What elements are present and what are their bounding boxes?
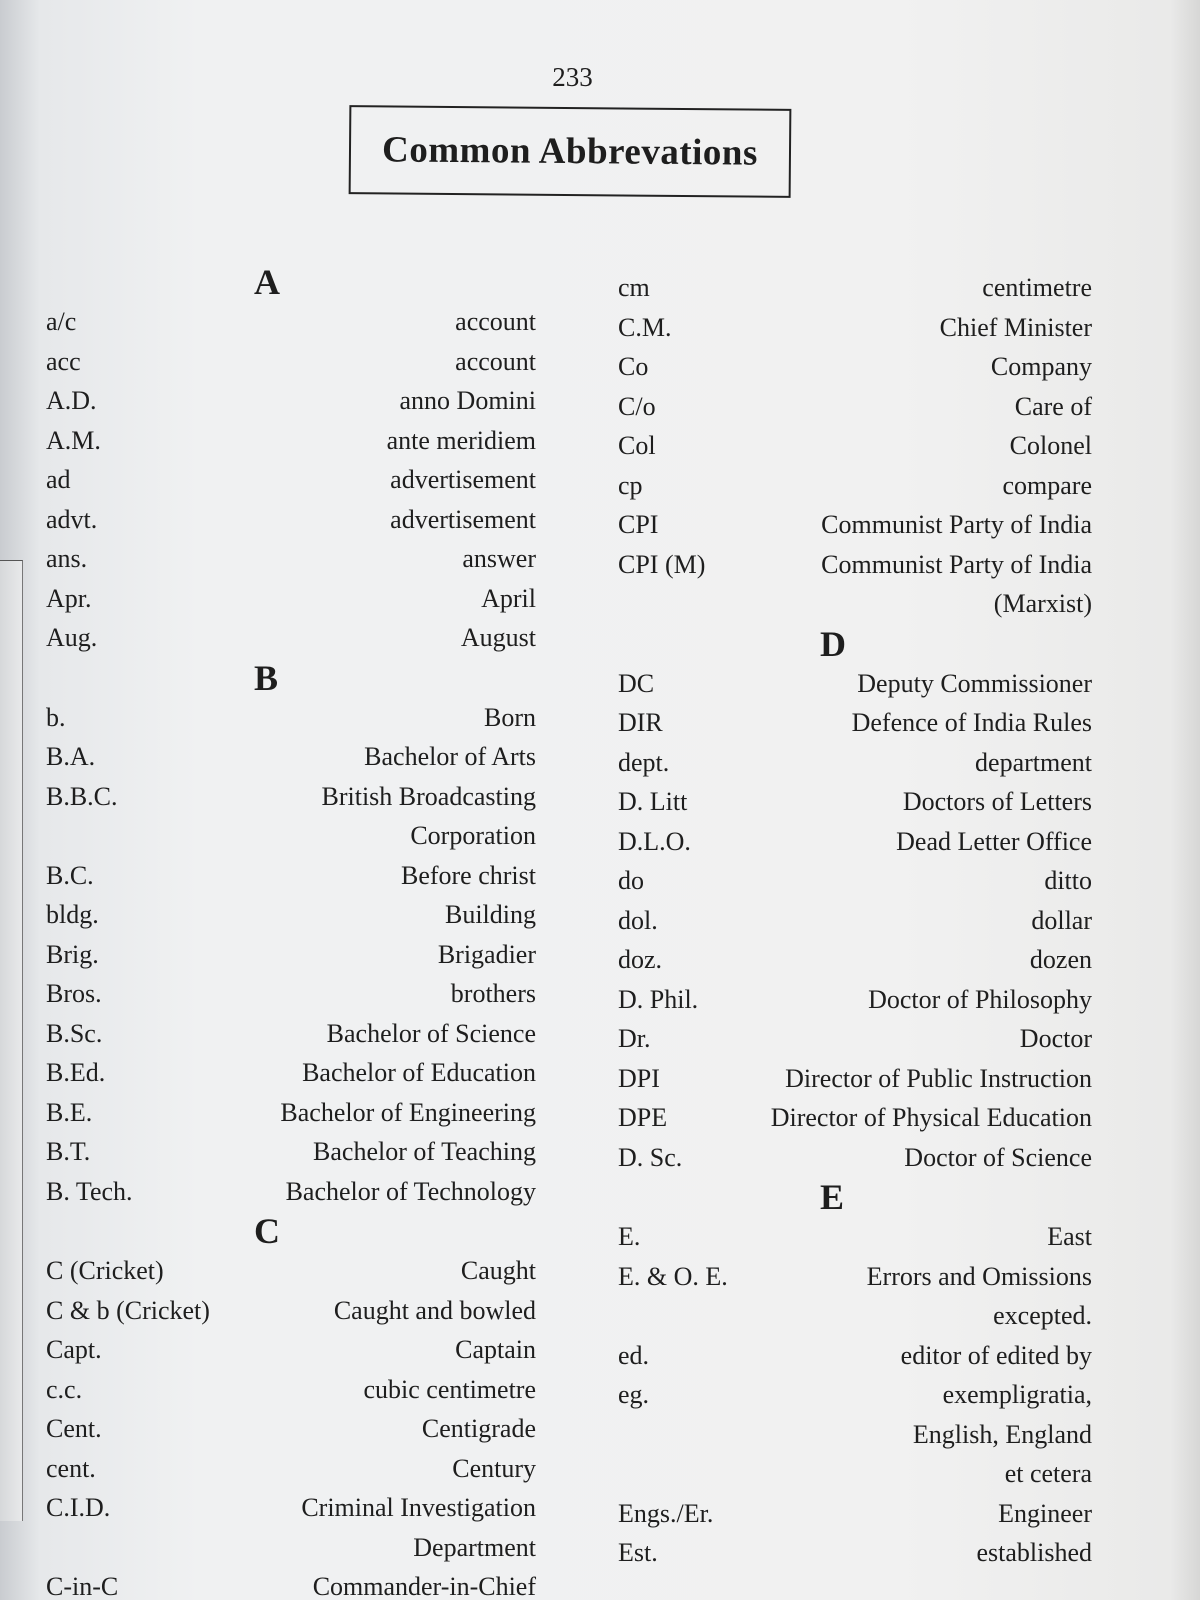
abbreviation-meaning: East (1047, 1222, 1092, 1251)
abbreviation-meaning: Captain (455, 1335, 536, 1364)
abbreviation-meaning: brothers (450, 979, 536, 1008)
abbreviation-entry (46, 856, 536, 896)
section-letter (46, 658, 536, 698)
abbreviation-meaning: Errors and Omissions (866, 1261, 1092, 1291)
abbreviation-entry (46, 1567, 536, 1600)
abbreviation: ed. (618, 1340, 650, 1370)
abbreviation-entry (618, 1059, 1092, 1099)
abbreviation: advt. (46, 504, 98, 534)
abbreviation-entry (618, 901, 1092, 941)
section-letter-label: A (254, 262, 280, 302)
abbreviation-meaning: exempligratia, (942, 1380, 1092, 1409)
abbreviation-entry (46, 1251, 536, 1291)
abbreviation: B. Tech. (46, 1176, 133, 1206)
previous-page-edge (0, 560, 23, 1521)
abbreviation-entry (618, 1138, 1092, 1178)
abbreviation-meaning: Criminal Investigation (301, 1493, 536, 1522)
abbreviation-meaning: dozen (1029, 945, 1092, 974)
abbreviation-meaning: Brigadier (437, 939, 536, 969)
abbreviation-entry (46, 618, 536, 658)
abbreviation: DPI (618, 1063, 660, 1093)
abbreviation: a/c (46, 307, 77, 336)
abbreviation-meaning: dollar (1031, 905, 1092, 935)
abbreviation-meaning: Doctor of Science (904, 1142, 1092, 1172)
abbreviation-meaning: Born (484, 702, 536, 732)
abbreviation-entry (618, 387, 1092, 427)
abbreviation-entry (46, 1528, 536, 1568)
abbreviation: D. Sc. (618, 1142, 683, 1172)
abbreviation-entry (618, 1019, 1092, 1059)
abbreviation-entry (46, 895, 536, 935)
abbreviation-meaning: Before christ (400, 860, 536, 890)
abbreviation: doz. (618, 945, 663, 974)
abbreviation-meaning: et cetera (1004, 1459, 1092, 1488)
abbreviation-meaning: Colonel (1009, 431, 1092, 460)
abbreviation-entry (46, 1093, 536, 1133)
abbreviation: E. (618, 1222, 641, 1251)
abbreviation-meaning: Company (990, 352, 1092, 381)
abbreviation-entry (618, 505, 1092, 545)
abbreviation-entry (618, 1375, 1092, 1415)
abbreviation-meaning: excepted. (993, 1301, 1092, 1330)
abbreviation-entry (46, 302, 536, 342)
abbreviation-meaning: Engineer (998, 1498, 1092, 1528)
abbreviation-entry (46, 816, 536, 856)
abbreviation: C.M. (618, 312, 672, 342)
abbreviation: b. (46, 702, 66, 732)
abbreviation: B.E. (46, 1097, 93, 1127)
abbreviation-meaning: ditto (1044, 866, 1092, 895)
abbreviation: Aug. (46, 623, 98, 652)
abbreviation-meaning: Bachelor of Arts (364, 742, 536, 771)
abbreviation-meaning: account (455, 307, 536, 336)
abbreviation-entry (618, 584, 1092, 624)
abbreviation-entry (618, 1454, 1092, 1494)
abbreviation: C (Cricket) (46, 1256, 164, 1285)
abbreviation-meaning: advertisement (390, 504, 536, 534)
abbreviation: cent. (46, 1453, 96, 1483)
abbreviation-entry (46, 342, 536, 382)
abbreviation-entry (618, 347, 1092, 387)
abbreviation-meaning: Care of (1014, 391, 1092, 421)
abbreviation-meaning: Communist Party of India (821, 549, 1092, 579)
abbreviation-meaning: Director of Physical Education (770, 1103, 1092, 1132)
abbreviation-entry (46, 539, 536, 579)
abbreviation: D. Phil. (618, 984, 699, 1014)
section-letter-label: D (820, 623, 846, 664)
abbreviation-entry (46, 1409, 536, 1449)
abbreviation-meaning: Doctor of Philosophy (868, 984, 1092, 1014)
abbreviation-meaning: Bachelor of Education (302, 1058, 536, 1087)
abbreviation: Est. (618, 1538, 658, 1567)
abbreviation-meaning: Doctors of Letters (902, 787, 1092, 816)
abbreviation: Capt. (46, 1335, 102, 1364)
abbreviation-entry (46, 500, 536, 540)
abbreviation-entry (618, 1533, 1092, 1573)
abbreviation-meaning: answer (462, 544, 536, 573)
abbreviation-entry (618, 980, 1092, 1020)
abbreviation: bldg. (46, 900, 99, 929)
title-box (349, 105, 792, 198)
abbreviation-entry (618, 1098, 1092, 1138)
abbreviation-meaning: (Marxist) (993, 589, 1092, 618)
abbreviation-entry (46, 421, 536, 461)
abbreviation: do (618, 866, 644, 895)
abbreviation-meaning: Deputy Commissioner (857, 668, 1092, 698)
abbreviation: Dr. (618, 1024, 651, 1053)
abbreviation: C & b (Cricket) (46, 1295, 210, 1325)
abbreviation: cm (618, 273, 650, 302)
section-letter-label: C (254, 1211, 280, 1251)
section-letter (618, 1177, 1092, 1217)
abbreviation: CPI (618, 510, 659, 539)
page-title: Common Abbrevations (381, 129, 759, 174)
abbreviation-entry (618, 1296, 1092, 1336)
abbreviation-entry (46, 1370, 536, 1410)
abbreviation-entry (46, 698, 536, 738)
abbreviation-entry (46, 935, 536, 975)
abbreviation-meaning: Bachelor of Engineering (280, 1097, 536, 1127)
abbreviation: B.T. (46, 1137, 91, 1166)
abbreviation-entry (46, 579, 536, 619)
abbreviation-meaning: Director of Public Instruction (785, 1063, 1092, 1093)
abbreviation: B.Ed. (46, 1058, 106, 1087)
abbreviation: Col (618, 431, 656, 460)
abbreviation: B.Sc. (46, 1018, 103, 1048)
abbreviation-entry (618, 822, 1092, 862)
abbreviation-entry (618, 743, 1092, 783)
abbreviation-meaning: Commander-in-Chief (312, 1572, 536, 1600)
abbreviation-meaning: Century (452, 1453, 536, 1483)
abbreviation: ad (46, 465, 71, 494)
abbreviation-meaning: April (481, 583, 536, 613)
abbreviation-entry (618, 426, 1092, 466)
abbreviation-entry (46, 1449, 536, 1489)
abbreviation-meaning: Corporation (410, 821, 536, 850)
section-letter (618, 624, 1092, 664)
abbreviation-entry (46, 777, 536, 817)
abbreviation: B.C. (46, 860, 94, 890)
abbreviation-entry (46, 1291, 536, 1331)
abbreviation: dol. (618, 905, 658, 935)
abbreviation-entry (618, 545, 1092, 585)
abbreviation: eg. (618, 1380, 650, 1409)
abbreviation-meaning: Department (413, 1532, 536, 1562)
abbreviation-meaning: English, England (912, 1419, 1092, 1449)
abbreviation: Co (618, 352, 649, 381)
abbreviation: ans. (46, 544, 88, 573)
abbreviation: B.A. (46, 742, 96, 771)
abbreviation-meaning: ante meridiem (386, 425, 536, 455)
abbreviation-entry (618, 1415, 1092, 1455)
right-column (618, 268, 1092, 1573)
section-letter (46, 1211, 536, 1251)
abbreviation-entry (618, 466, 1092, 506)
section-letter-label: E (820, 1177, 845, 1217)
abbreviation-entry (46, 1132, 536, 1172)
abbreviation-meaning: Dead Letter Office (896, 826, 1092, 856)
section-letter-label: B (254, 657, 279, 698)
abbreviation-entry (618, 268, 1092, 308)
abbreviation: D. Litt (618, 787, 688, 816)
abbreviation: Cent. (46, 1414, 102, 1443)
abbreviation-meaning: Communist Party of India (821, 510, 1092, 539)
abbreviation: A.D. (46, 386, 97, 415)
abbreviation-meaning: Bachelor of Teaching (313, 1137, 536, 1166)
abbreviation: C/o (618, 391, 656, 421)
abbreviation-entry (46, 737, 536, 777)
abbreviation-meaning: Defence of India Rules (851, 708, 1092, 737)
abbreviation-meaning: cubic centimetre (363, 1374, 536, 1404)
abbreviation: Apr. (46, 583, 92, 613)
abbreviation: Bros. (46, 979, 102, 1008)
abbreviation-entry (618, 703, 1092, 743)
abbreviation-meaning: centimetre (982, 273, 1092, 302)
abbreviation-meaning: editor of edited by (900, 1340, 1092, 1370)
abbreviation: cp (618, 470, 643, 500)
abbreviation-entry (46, 974, 536, 1014)
abbreviation-entry (46, 460, 536, 500)
abbreviation-entry (618, 1257, 1092, 1297)
abbreviation: CPI (M) (618, 549, 706, 579)
abbreviation-meaning: compare (1002, 470, 1092, 500)
abbreviation-meaning: Caught and bowled (333, 1295, 536, 1325)
abbreviation-entry (618, 308, 1092, 348)
abbreviation-meaning: account (455, 346, 536, 376)
abbreviation: B.B.C. (46, 781, 118, 811)
abbreviation: Engs./Er. (618, 1498, 714, 1528)
abbreviation-entry (618, 1494, 1092, 1534)
abbreviation-entry (618, 782, 1092, 822)
abbreviation: A.M. (46, 425, 101, 455)
abbreviation: D.L.O. (618, 826, 691, 856)
abbreviation: DIR (618, 708, 663, 737)
abbreviation-entry (618, 1336, 1092, 1376)
abbreviation-meaning: Caught (460, 1256, 536, 1285)
abbreviation: C-in-C (46, 1572, 119, 1600)
abbreviation: Brig. (46, 939, 99, 969)
abbreviation-meaning: department (975, 747, 1092, 777)
section-letter (46, 262, 536, 302)
abbreviation-meaning: established (976, 1538, 1092, 1567)
abbreviation-meaning: August (460, 623, 536, 652)
abbreviation-entry (618, 1217, 1092, 1257)
abbreviation-meaning: Bachelor of Technology (285, 1176, 536, 1206)
abbreviation: C.I.D. (46, 1493, 111, 1522)
abbreviation: DPE (618, 1103, 668, 1132)
abbreviation-meaning: British Broadcasting (321, 781, 536, 811)
abbreviation-meaning: Bachelor of Science (326, 1018, 536, 1048)
abbreviation-meaning: Chief Minister (939, 312, 1092, 342)
abbreviation: E. & O. E. (618, 1261, 728, 1291)
abbreviation: acc (46, 346, 81, 376)
abbreviation: dept. (618, 747, 670, 777)
abbreviation-entry (46, 381, 536, 421)
abbreviation-entry (46, 1053, 536, 1093)
page-edge-shadow (1170, 0, 1200, 1600)
abbreviation-entry (618, 861, 1092, 901)
abbreviation: DC (618, 668, 655, 698)
abbreviation-entry (618, 940, 1092, 980)
abbreviation-meaning: Centigrade (421, 1414, 536, 1443)
left-column (46, 262, 536, 1600)
abbreviation-meaning: advertisement (390, 465, 536, 494)
abbreviation-meaning: Doctor (1019, 1024, 1092, 1053)
abbreviation: c.c. (46, 1374, 83, 1404)
page-number: 233 (552, 62, 593, 92)
abbreviation-entry (46, 1488, 536, 1528)
abbreviation-entry (618, 664, 1092, 704)
abbreviation-entry (46, 1014, 536, 1054)
abbreviation-entry (46, 1172, 536, 1212)
abbreviation-entry (46, 1330, 536, 1370)
abbreviation-meaning: Building (444, 900, 536, 929)
abbreviation-meaning: anno Domini (399, 386, 536, 415)
